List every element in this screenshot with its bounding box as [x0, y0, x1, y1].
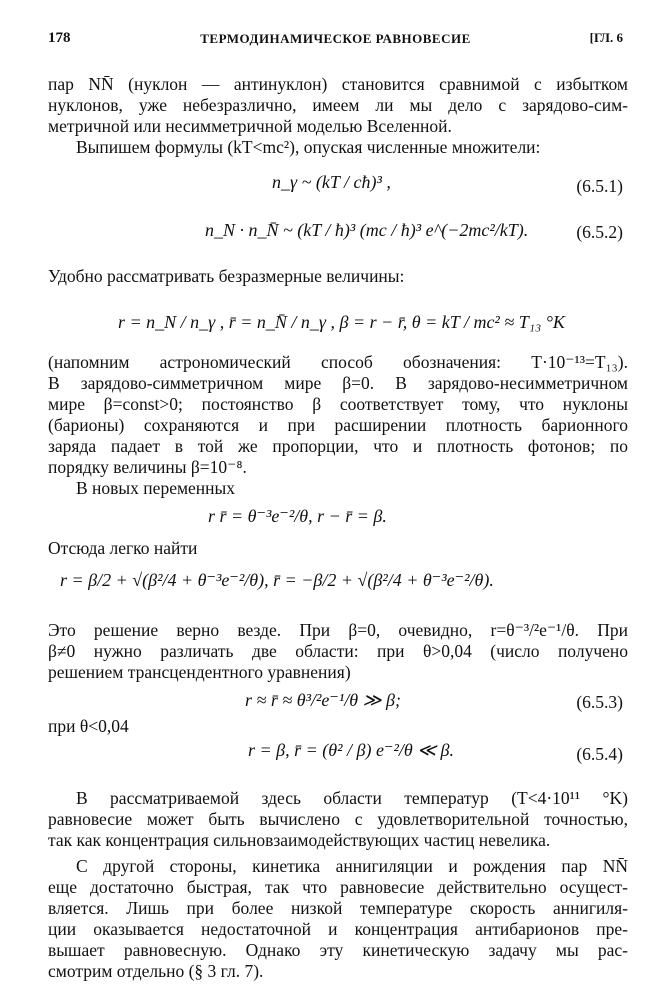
- text-line: так как концентрация сильновзаимодействующих частиц невелика.: [48, 830, 551, 850]
- running-title: ТЕРМОДИНАМИЧЕСКОЕ РАВНОВЕСИЕ: [200, 31, 471, 46]
- equation-new-variables: r r̄ = θ⁻³e⁻²/θ, r − r̄ = β.: [208, 506, 387, 526]
- paragraph-5: [48, 478, 628, 499]
- text-line: В рассматриваемой здесь области температур (T<4·10¹¹ °K): [76, 788, 628, 808]
- page-header: [48, 30, 623, 54]
- text-line: В новых переменных: [76, 478, 236, 498]
- text-line: (барионы) сохраняются и при расширении плотность барионного: [48, 415, 628, 435]
- text-line: вышает равновесную. Однако эту кинетическую задачу мы рас-: [48, 940, 628, 960]
- paragraph-3: [48, 266, 628, 287]
- equation-number: (6.5.3): [576, 692, 623, 712]
- text-line: решением трансцендентного уравнения): [48, 662, 351, 682]
- text-line: (напомним астрономический способ обозначения: T·10⁻¹³=T₁₃).: [48, 352, 628, 372]
- text-line: нуклонов, уже небезразлично, имеем ли мы дело с зарядово-сим-: [48, 95, 628, 115]
- text-line: пар NN̄ (нуклон — антинуклон) становится сравнимой с избытком: [48, 74, 628, 94]
- text-line: еще достаточно быстрая, так что равновесие действительно осущест-: [48, 877, 628, 897]
- paragraph-1: [48, 74, 628, 137]
- paragraph-4: [48, 352, 628, 478]
- paragraph-6: [48, 538, 628, 559]
- text-line: мире β=const>0; постоянство β соответствует тому, что нуклоны: [48, 394, 628, 414]
- chapter-label: [ГЛ. 6: [589, 30, 623, 45]
- text-line: С другой стороны, кинетика аннигиляции и рождения пар NN̄: [76, 856, 628, 876]
- text-line: заряда падает в той же пропорции, что и плотность фотонов; по: [48, 436, 628, 456]
- text-line: метричной или несимметричной моделью Вселенной.: [48, 116, 452, 136]
- equation-number: (6.5.4): [576, 744, 623, 764]
- definitions-formula: r = n_N / n_γ , r̄ = n_N̄ / n_γ , β = r − r̄, θ = kT / mc² ≈ T₁₃ °K: [118, 312, 565, 332]
- equation-6-5-1: n_γ ~ (kT / cħ)³ ,: [272, 172, 391, 192]
- text-line: вляется. Лишь при более низкой температуре скорость аннигиля-: [48, 898, 628, 918]
- text-line: ции оказывается недостаточной и концентрация антибарионов пре-: [48, 919, 628, 939]
- text-line: порядку величины β=10⁻⁸.: [48, 457, 247, 477]
- paragraph-2: [48, 137, 628, 158]
- text-line: β≠0 нужно различать две области: при θ>0,04 (число получено: [48, 641, 628, 661]
- text-line: Удобно рассматривать безразмерные величины:: [48, 266, 405, 286]
- paragraph-10: [48, 856, 628, 982]
- equation-solution: r = β/2 + √(β²/4 + θ⁻³e⁻²/θ), r̄ = −β/2 + √(β²/4 + θ⁻³e⁻²/θ).: [60, 570, 494, 590]
- text-line: В зарядово-симметричном мире β=0. В зарядово-несимметричном: [48, 373, 628, 393]
- equation-number: (6.5.1): [576, 176, 623, 196]
- text-line: равновесие может быть вычислено с удовлетворительной точностью,: [48, 809, 628, 829]
- paragraph-9: [48, 788, 628, 851]
- text-line: смотрим отдельно (§ 3 гл. 7).: [48, 961, 264, 981]
- equation-6-5-3: r ≈ r̄ ≈ θ³/²e⁻¹/θ ≫ β;: [245, 690, 401, 710]
- paragraph-7: [48, 620, 628, 683]
- text-line: при θ<0,04: [48, 716, 129, 736]
- text-line: Выпишем формулы (kT<mc²), опуская численные множители:: [76, 137, 541, 157]
- text-line: Отсюда легко найти: [48, 538, 198, 558]
- equation-6-5-4: r = β, r̄ = (θ² / β) e⁻²/θ ≪ β.: [248, 740, 454, 760]
- page-number: 178: [48, 30, 71, 46]
- text-line: Это решение верно везде. При β=0, очевидно, r=θ⁻³/²e⁻¹/θ. При: [48, 620, 628, 640]
- equation-6-5-2: n_N · n_N̄ ~ (kT / ħ)³ (mc / ħ)³ e^(−2mc²/kT).: [205, 220, 529, 240]
- equation-number: (6.5.2): [576, 222, 623, 242]
- paragraph-8: [48, 716, 628, 737]
